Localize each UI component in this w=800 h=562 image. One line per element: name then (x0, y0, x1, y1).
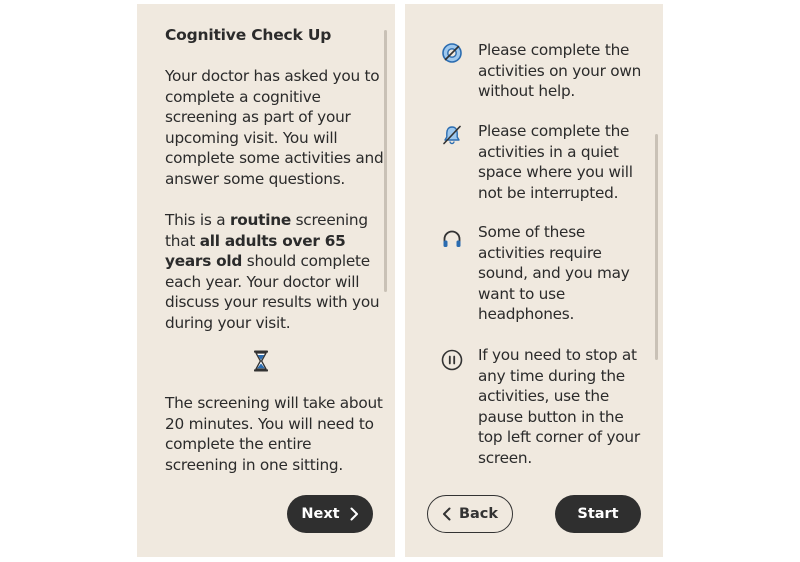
scrollbar[interactable] (655, 134, 658, 360)
text-segment: should complete each year. Your doctor will discuss your results with you during your visit. (165, 252, 380, 332)
bold-age-group: all adults over 65 years old (165, 231, 346, 271)
item-text: Please complete the activities on your own without help. (478, 41, 642, 101)
bell-off-icon (441, 124, 463, 146)
no-help-icon (441, 42, 463, 64)
bold-routine: routine (229, 211, 291, 229)
back-button[interactable] (427, 495, 513, 533)
next-button[interactable] (287, 495, 373, 533)
instructions-panel (405, 4, 663, 557)
back-label: Back (458, 506, 499, 522)
start-button[interactable] (555, 495, 641, 533)
routine-paragraph (165, 210, 387, 334)
start-label: Start (577, 506, 619, 522)
pause-icon (441, 349, 463, 371)
headphones-icon (441, 228, 463, 250)
page-title: Cognitive Check Up (165, 26, 332, 44)
text-segment: screening that (165, 211, 368, 250)
intro-paragraph: Your doctor has asked you to complete a cognitive screening as part of your upcoming visit. You will complete some activities and answer some questions. (165, 67, 384, 188)
chevron-right-icon (350, 507, 359, 521)
item-text: Some of these activities require sound, and you may want to use headphones. (478, 223, 630, 324)
hourglass-icon (253, 350, 269, 372)
item-text: Please complete the activities in a quiet space where you will not be interrupted. (478, 122, 633, 202)
text-segment: This is a (165, 211, 230, 229)
intro-panel (137, 4, 395, 557)
duration-paragraph: The screening will take about 20 minutes. You will need to complete the entire screening in one sitting. (165, 394, 383, 474)
item-text: If you need to stop at any time during the activities, use the pause button in the top left corner of your screen. (478, 346, 640, 467)
chevron-left-icon (442, 507, 451, 521)
next-label: Next (301, 506, 340, 522)
